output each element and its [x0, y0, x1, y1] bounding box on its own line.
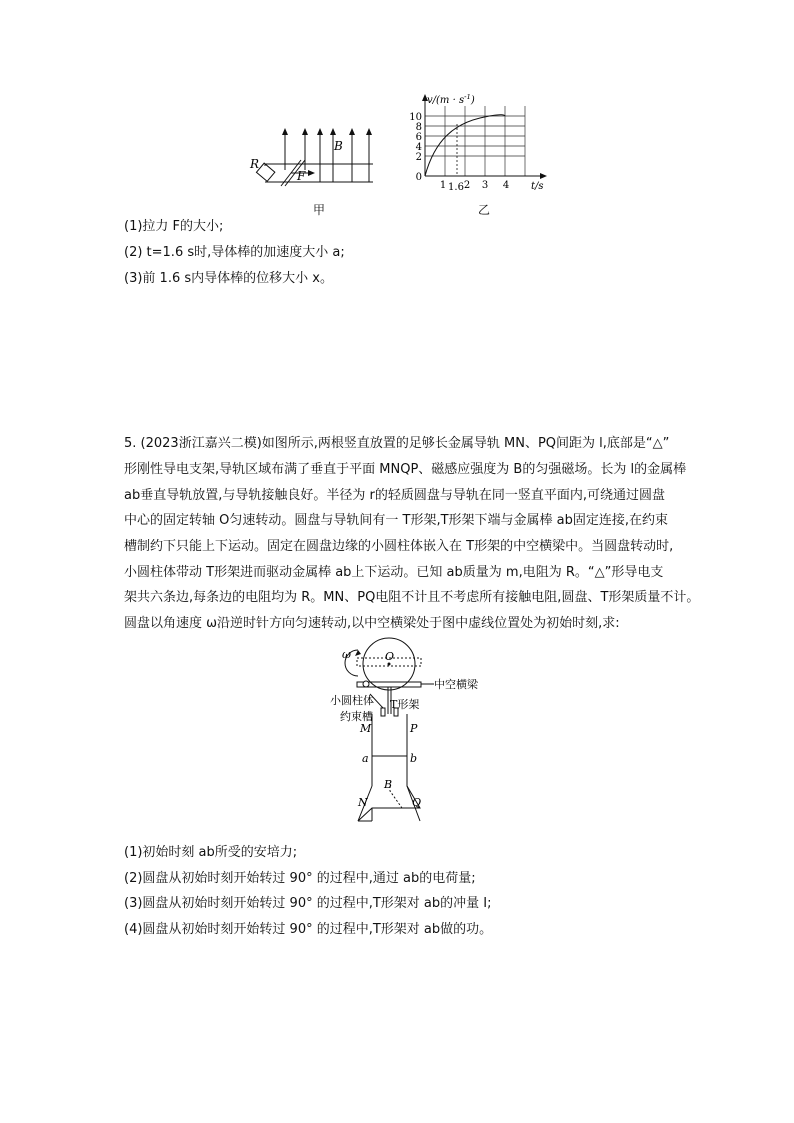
- x-tick: 1.6: [448, 182, 464, 193]
- label-groove: 约束槽: [340, 710, 373, 723]
- caption-jia: 甲: [313, 203, 326, 217]
- label-hollow-beam: 中空横梁: [434, 678, 478, 691]
- y-tick: 4: [415, 142, 422, 153]
- x-axis-label: t/s: [531, 181, 544, 192]
- label-n: N: [358, 796, 368, 809]
- label-f: F: [297, 169, 306, 183]
- x-tick: 1: [439, 180, 447, 191]
- question-bottom-1: (1)初始时刻 ab所受的安培力;: [124, 845, 298, 860]
- y-tick: 0: [415, 172, 422, 183]
- label-small-cylinder: 小圆柱体: [330, 694, 374, 707]
- question-bottom-3: (3)圆盘从初始时刻开始转过 90° 的过程中,T形架对 ab的冲量 I;: [124, 896, 492, 911]
- x-tick: 4: [502, 180, 510, 191]
- label-m: M: [360, 722, 372, 735]
- label-q: Q: [412, 796, 422, 809]
- label-b: B: [334, 139, 343, 153]
- x-tick: 2: [463, 180, 471, 191]
- problem-5-line-3: ab垂直导轨放置,与导轨接触良好。半径为 r的轻质圆盘与导轨在同一竖直平面内,可绕通过圆盘: [124, 488, 665, 503]
- caption-yi: 乙: [478, 203, 491, 217]
- question-top-1: (1)拉力 F的大小;: [124, 219, 224, 234]
- label-omega: ω: [342, 648, 351, 661]
- y-tick: 6: [415, 132, 422, 143]
- label-o: O: [385, 650, 395, 663]
- label-r: R: [250, 157, 260, 171]
- y-tick: 10: [409, 112, 422, 123]
- y-tick: 8: [415, 122, 422, 133]
- x-tick: 3: [481, 180, 489, 191]
- problem-5-line-1: 5. (2023浙江嘉兴二模)如图所示,两根竖直放置的足够长金属导轨 MN、PQ间距为 l,底部是“△”: [124, 436, 670, 451]
- label-a: a: [362, 752, 369, 765]
- question-bottom-4: (4)圆盘从初始时刻开始转过 90° 的过程中,T形架对 ab做的功。: [124, 922, 493, 937]
- y-tick: 2: [415, 152, 422, 163]
- question-bottom-2: (2)圆盘从初始时刻开始转过 90° 的过程中,通过 ab的电荷量;: [124, 871, 476, 886]
- problem-5-line-8: 圆盘以角速度 ω沿逆时针方向匀速转动,以中空横梁处于图中虚线位置处为初始时刻,求:: [124, 616, 620, 631]
- problem-5-line-2: 形刚性导电支架,导轨区域布满了垂直于平面 MNQP、磁感应强度为 B的匀强磁场。长为 l的金属棒: [124, 462, 687, 477]
- label-b-rod: b: [410, 752, 418, 765]
- problem-5-line-5: 槽制约下只能上下运动。固定在圆盘边缘的小圆柱体嵌入在 T形架的中空横梁中。当圆盘转动时,: [124, 539, 674, 554]
- figure-disk-rails: [330, 636, 490, 831]
- problem-5-line-6: 小圆柱体带动 T形架进而驱动金属棒 ab上下运动。已知 ab质量为 m,电阻为 R。“△”形导电支: [124, 565, 664, 580]
- problem-5-line-7: 架共六条边,每条边的电阻均为 R。MN、PQ电阻不计且不考虑所有接触电阻,圆盘、T形架质量不计。: [124, 590, 700, 605]
- label-field-b: B: [384, 778, 393, 791]
- problem-5-line-4: 中心的固定转轴 O匀速转动。圆盘与导轨间有一 T形架,T形架下端与金属棒 ab固定连接,在约束: [124, 513, 668, 528]
- y-axis-label: $v/(m \cdot s^{-1})$: [427, 94, 475, 106]
- question-top-3: (3)前 1.6 s内导体棒的位移大小 x。: [124, 271, 333, 286]
- label-t-frame: T形架: [390, 698, 420, 711]
- label-p: P: [410, 722, 418, 735]
- figure-yi-chart: [405, 94, 555, 194]
- question-top-2: (2) t=1.6 s时,导体棒的加速度大小 a;: [124, 245, 345, 260]
